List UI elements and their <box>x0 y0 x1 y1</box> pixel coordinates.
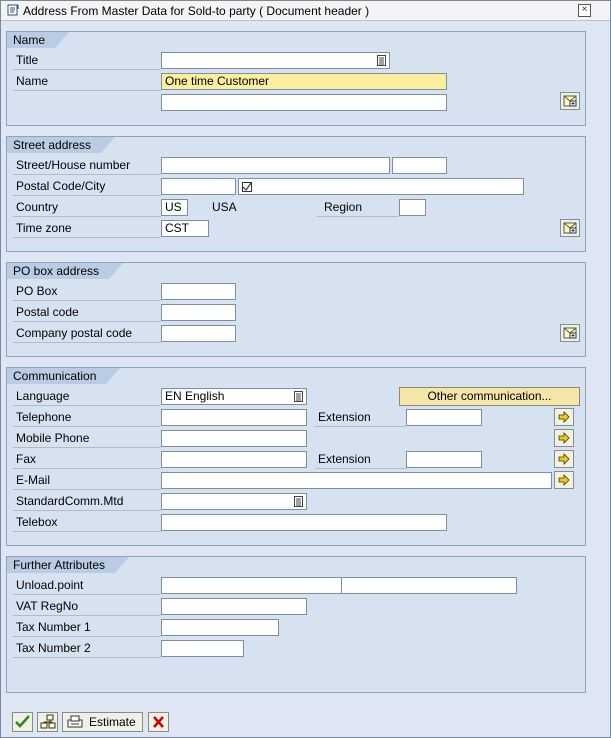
arrow-right-icon <box>555 472 573 488</box>
communication-group <box>6 367 586 546</box>
name-label: Name <box>16 74 49 88</box>
checkbox-icon[interactable] <box>242 182 252 192</box>
street-field[interactable] <box>161 157 390 174</box>
expand-details-icon <box>561 220 579 236</box>
further-attributes-group <box>6 556 586 693</box>
arrow-right-icon <box>555 409 573 425</box>
city-field[interactable] <box>238 178 524 195</box>
fax-field[interactable] <box>161 451 307 468</box>
mobile-field[interactable] <box>161 430 307 447</box>
fax-label: Fax <box>16 452 37 466</box>
other-communication-button[interactable]: Other communication... <box>399 387 580 406</box>
country-name: USA <box>212 200 237 214</box>
vat-label: VAT RegNo <box>16 599 79 613</box>
po-postal-label: Postal code <box>16 305 79 319</box>
document-icon <box>7 4 19 16</box>
telephone-extension-field[interactable] <box>406 409 482 426</box>
tax-number-1-field[interactable] <box>161 619 279 636</box>
standard-comm-select[interactable] <box>161 493 307 510</box>
estimate-button[interactable] <box>62 712 143 732</box>
cancel-button[interactable] <box>148 712 169 732</box>
postal-code-field[interactable] <box>161 178 236 195</box>
po-postal-field[interactable] <box>161 304 236 321</box>
title-select[interactable] <box>161 52 390 69</box>
company-postal-field[interactable] <box>161 325 236 342</box>
cancel-icon <box>149 713 168 731</box>
mobile-label: Mobile Phone <box>16 431 90 445</box>
expand-details-button[interactable] <box>560 219 580 237</box>
search-help-icon[interactable] <box>294 391 303 402</box>
mobile-more-button[interactable] <box>554 429 574 447</box>
checkmark-icon <box>13 713 32 731</box>
country-label: Country <box>16 200 59 214</box>
hierarchy-button[interactable] <box>37 712 58 732</box>
name-group <box>6 31 586 126</box>
close-icon[interactable]: × <box>578 4 591 17</box>
bottom-toolbar <box>1 707 610 737</box>
search-help-icon[interactable] <box>377 55 386 66</box>
tax-number-1-label: Tax Number 1 <box>16 620 91 634</box>
group-title-communication: Communication <box>7 368 106 384</box>
po-box-label: PO Box <box>16 284 58 298</box>
language-select[interactable]: EN English <box>161 388 307 405</box>
name2-field[interactable] <box>161 94 447 111</box>
name-field[interactable]: One time Customer <box>161 73 447 90</box>
fax-extension-label: Extension <box>318 452 371 466</box>
street-label: Street/House number <box>16 158 131 172</box>
region-field[interactable] <box>399 199 426 216</box>
extension-label: Extension <box>318 410 371 424</box>
region-label: Region <box>324 200 363 214</box>
group-title-further: Further Attributes <box>7 557 115 573</box>
telebox-label: Telebox <box>16 515 58 529</box>
arrow-right-icon <box>555 430 573 446</box>
confirm-button[interactable] <box>12 712 33 732</box>
arrow-right-icon <box>555 451 573 467</box>
street-address-group <box>6 136 586 252</box>
standard-comm-label: StandardComm.Mtd <box>16 494 124 508</box>
timezone-label: Time zone <box>16 221 72 235</box>
unload-point-field-2[interactable] <box>341 577 517 594</box>
telephone-more-button[interactable] <box>554 408 574 426</box>
group-title-name: Name <box>7 32 55 48</box>
expand-details-icon <box>561 93 579 109</box>
email-more-button[interactable] <box>554 471 574 489</box>
fax-extension-field[interactable] <box>406 451 482 468</box>
language-label: Language <box>16 389 70 403</box>
tax-number-2-label: Tax Number 2 <box>16 641 91 655</box>
estimate-label: Estimate <box>89 715 136 729</box>
telebox-field[interactable] <box>161 514 447 531</box>
expand-details-button[interactable] <box>560 324 580 342</box>
title-label: Title <box>16 53 39 67</box>
group-title-po: PO box address <box>7 263 109 279</box>
house-number-field[interactable] <box>392 157 447 174</box>
fax-more-button[interactable] <box>554 450 574 468</box>
telephone-label: Telephone <box>16 410 72 424</box>
po-box-field[interactable] <box>161 283 236 300</box>
country-code-field[interactable]: US <box>161 199 188 216</box>
company-postal-label: Company postal code <box>16 326 133 340</box>
timezone-field[interactable]: CST <box>161 220 209 237</box>
po-box-group <box>6 262 586 357</box>
print-icon <box>66 714 84 730</box>
title-bar <box>1 1 610 21</box>
tax-number-2-field[interactable] <box>161 640 244 657</box>
hierarchy-icon <box>38 713 57 731</box>
postal-city-label: Postal Code/City <box>16 179 106 193</box>
vat-field[interactable] <box>161 598 307 615</box>
expand-details-icon <box>561 325 579 341</box>
unload-point-field[interactable] <box>161 577 342 594</box>
telephone-field[interactable] <box>161 409 307 426</box>
expand-details-button[interactable] <box>560 92 580 110</box>
window-title: Address From Master Data for Sold-to party ( Document header ) <box>23 4 370 18</box>
group-title-street: Street address <box>7 137 101 153</box>
unload-point-label: Unload.point <box>16 578 84 592</box>
search-help-icon[interactable] <box>294 496 303 507</box>
email-label: E-Mail <box>16 473 51 487</box>
email-field[interactable] <box>161 472 552 489</box>
